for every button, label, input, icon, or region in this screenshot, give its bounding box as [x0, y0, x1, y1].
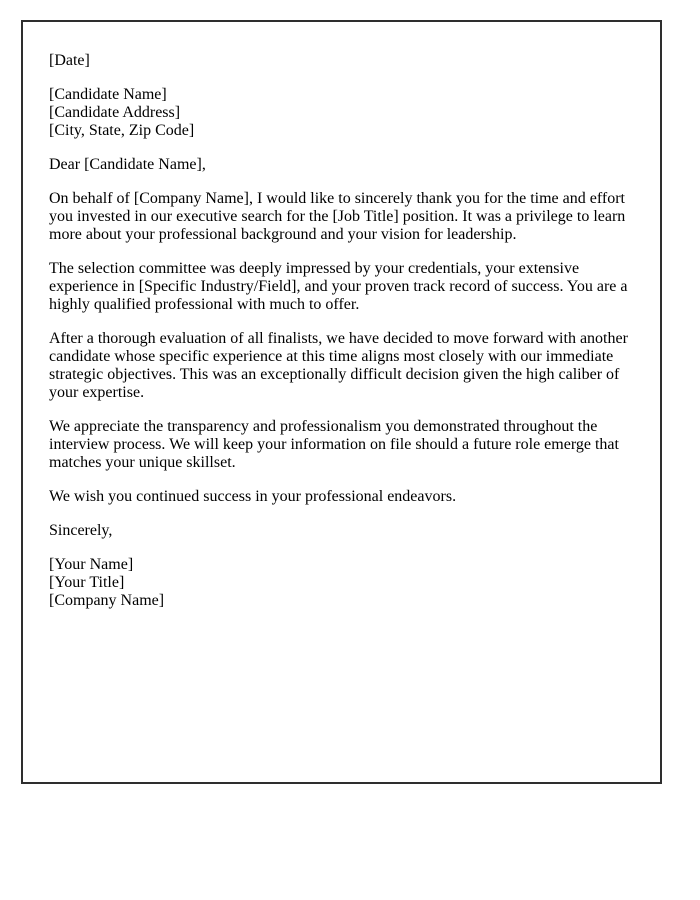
signature-company: [Company Name] [49, 592, 165, 609]
recipient-address-line: [Candidate Address] [49, 104, 181, 121]
salutation: Dear [Candidate Name], [49, 156, 206, 173]
signature-name: [Your Name] [49, 556, 134, 573]
recipient-name-line: [Candidate Name] [49, 86, 167, 103]
recipient-block [49, 86, 634, 140]
signature-block [49, 556, 634, 610]
letter-page [21, 20, 662, 784]
date-placeholder: [Date] [49, 52, 90, 69]
body-paragraph-3: After a thorough evaluation of all finalists, we have decided to move forward with another candidate whose specific experience at this time aligns most closely with our immediate strategic objectives. This was an exceptionally difficult decision given the high caliber of your expertise. [49, 330, 628, 401]
closing: Sincerely, [49, 522, 113, 539]
signature-title: [Your Title] [49, 574, 125, 591]
body-paragraph-4: We appreciate the transparency and professionalism you demonstrated throughout the interview process. We will keep your information on file should a future role emerge that matches your unique skillset. [49, 418, 619, 471]
recipient-city-state-zip-line: [City, State, Zip Code] [49, 122, 195, 139]
body-paragraph-5: We wish you continued success in your professional endeavors. [49, 488, 457, 505]
body-paragraph-2: The selection committee was deeply impressed by your credentials, your extensive experience in [Specific Industry/Field], and your proven track record of success. You are a highly qualified professional with much to offer. [49, 260, 628, 313]
body-paragraph-1: On behalf of [Company Name], I would like to sincerely thank you for the time and effort you invested in our executive search for the [Job Title] position. It was a privilege to learn more about your professional background and your vision for leadership. [49, 190, 626, 243]
